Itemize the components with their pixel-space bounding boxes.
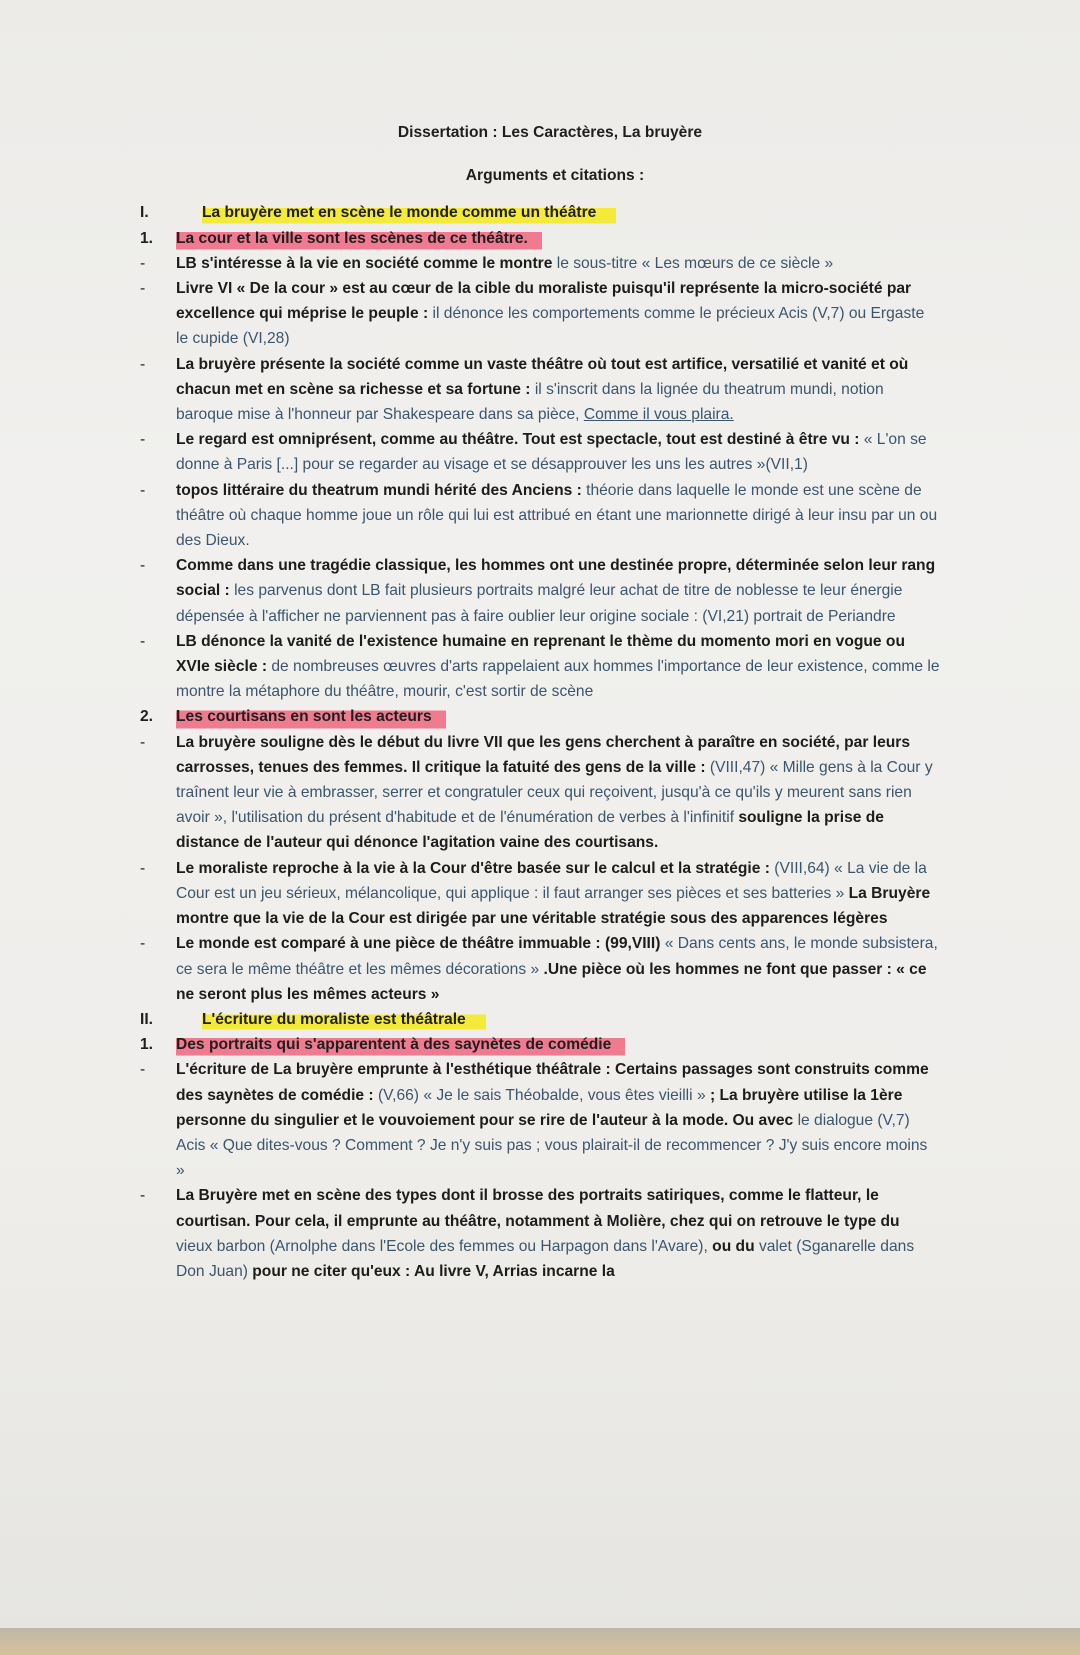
section-heading — [140, 226, 940, 251]
bullet-dash: - — [140, 355, 146, 373]
citation-text: (V,66) « Je le sais Théobalde, vous êtes vieilli » — [377, 1086, 710, 1104]
part-title: La bruyère met en scène le monde comme un théâtre — [202, 200, 616, 225]
list-item — [140, 251, 940, 276]
list-item — [140, 629, 940, 705]
citation-text: « Dans cents ans, le monde subsistera, ce sera le même théâtre et les mêmes décorations » — [176, 935, 938, 978]
list-item — [140, 553, 940, 629]
bullet-dash: - — [140, 859, 146, 877]
list-item — [140, 352, 940, 428]
section-title: Les courtisans en sont les acteurs — [176, 704, 446, 729]
bullet-dash: - — [140, 557, 146, 575]
argument-text: L'écriture de La bruyère emprunte à l'esthétique théâtrale : Certains passages sont construits comme des saynètes de comédie : — [176, 1061, 929, 1104]
bullet-dash: - — [140, 1187, 146, 1205]
argument-text: ; La bruyère utilise la 1ère personne du singulier et le vouvoiement pour se rire de l'auteur à la mode. Ou avec — [176, 1086, 903, 1129]
list-item — [140, 276, 940, 352]
citation-text: le dialogue (V,7) Acis « Que dites-vous ? Comment ? Je n'y suis pas ; vous plairait-il de recommencer ? J'y suis encore moins » — [176, 1111, 928, 1180]
argument-text: La bruyère souligne dès le début du livre VII que les gens cherchent à paraître en société, par leurs carrosses, tenues des femmes. Il critique la fatuité des gens de la ville : — [176, 733, 911, 776]
bullet-dash: - — [140, 280, 146, 298]
bullet-dash: - — [140, 481, 146, 499]
bullet-dash: - — [140, 431, 146, 449]
part-heading — [140, 1007, 940, 1032]
work-title: Comme il vous plaira. — [583, 406, 734, 424]
argument-text: Le monde est comparé à une pièce de théâtre immuable : (99,VIII) — [176, 935, 665, 953]
citation-text: il dénonce les comportements comme le précieux Acis (V,7) ou Ergaste le cupide (VI,28) — [176, 305, 925, 348]
list-item — [140, 1057, 940, 1183]
list-item — [140, 856, 940, 932]
citation-text: (VIII,47) « Mille gens à la Cour y traînent leur vie à embrasser, serrer et congratuler ceux qui reçoivent, jusqu'à ce qu'ils y meurent sans rien avoir », l'utilisation du présent d'habitude et de l'énumération de verbes à l'infinitif — [176, 758, 933, 827]
bullet-dash: - — [140, 935, 146, 953]
argument-text: La bruyère présente la société comme un vaste théâtre où tout est artifice, versatilié et vanité et où chacun met en scène sa richesse et sa fortune : — [176, 355, 909, 398]
bullet-dash: - — [140, 632, 146, 650]
argument-text: La Bruyère met en scène des types dont il brosse des portraits satiriques, comme le flatteur, le courtisan. Pour cela, il emprunte au théâtre, notamment à Molière, chez qui on retrouve le type du — [176, 1187, 900, 1230]
bullet-dash: - — [140, 254, 146, 272]
list-item — [140, 931, 940, 1007]
document-title: Dissertation : Les Caractères, La bruyère — [397, 124, 703, 141]
part-title: L'écriture du moraliste est théâtrale — [202, 1007, 486, 1032]
bullet-dash: - — [140, 733, 146, 751]
part-heading — [140, 200, 940, 225]
argument-text: Le moraliste reproche à la vie à la Cour d'être basée sur le calcul et la stratégie : — [176, 859, 775, 877]
section-title: La cour et la ville sont les scènes de ce théâtre. — [176, 226, 542, 251]
citation-text: de nombreuses œuvres d'arts rappelaient aux hommes l'importance de leur existence, comme le montre la métaphore du théâtre, mourir, c'est sortir de scène — [176, 658, 940, 701]
list-item — [140, 1183, 940, 1284]
citation-text: les parvenus dont LB fait plusieurs portraits malgré leur achat de titre de noblesse te leur énergie dépensée à l'afficher ne parviennent pas à faire oublier leur origine sociale : (VI,21) portrait de Periandre — [176, 582, 903, 625]
citation-text: vieux barbon (Arnolphe dans l'Ecole des femmes ou Harpagon dans l'Avare), — [176, 1237, 713, 1255]
section-number: 2. — [140, 708, 154, 726]
argument-text: ou du — [712, 1237, 759, 1255]
citation-text: « L'on se donne à Paris [...] pour se regarder au visage et se désapprouver les uns les autres »(VII,1) — [176, 431, 927, 474]
citation-text: théorie dans laquelle le monde est une scène de théâtre où chaque homme joue un rôle qui lui est attribué en étant une marionnette dirigé à leur insu par un ou des Dieux. — [176, 481, 938, 550]
argument-text: pour ne citer qu'eux : Au livre V, Arrias incarne la — [252, 1262, 615, 1280]
list-item — [140, 478, 940, 554]
argument-text: Comme dans une tragédie classique, les hommes ont une destinée propre, déterminée selon leur rang social : — [176, 557, 936, 600]
argument-text: .Une pièce où les hommes ne font que passer : « ce ne seront plus les mêmes acteurs » — [176, 960, 927, 1003]
argument-text: souligne la prise de distance de l'auteur qui dénonce l'agitation vaine des courtisans. — [176, 809, 884, 852]
section-number: 1. — [140, 229, 154, 247]
part-number: II. — [140, 1010, 153, 1028]
argument-text: Le regard est omniprésent, comme au théâtre. Tout est spectacle, tout est destiné à être vu : — [176, 431, 864, 449]
bullet-dash: - — [140, 1061, 146, 1079]
argument-text: Livre VI « De la cour » est au cœur de la cible du moraliste puisqu'il représente la micro-société par excellence qui méprise le peuple : — [176, 280, 912, 323]
argument-text: La Bruyère montre que la vie de la Cour est dirigée par une véritable stratégie sous des apparences légères — [176, 884, 931, 928]
citation-text: (VIII,64) « La vie de la Cour est un jeu sérieux, mélancolique, qui applique : il faut arranger ses pièces et ses batteries » — [176, 859, 927, 902]
citation-text: valet (Sganarelle dans Don Juan) — [176, 1237, 915, 1280]
part-number: I. — [140, 204, 149, 222]
document-body — [140, 120, 940, 1284]
section-number: 1. — [140, 1036, 154, 1054]
argument-text: LB dénonce la vanité de l'existence humaine en reprenant le thème du momento mori en vogue ou XVIe siècle : — [176, 632, 905, 676]
section-heading — [140, 1032, 940, 1057]
citation-text: le sous-titre « Les mœurs de ce siècle » — [556, 254, 834, 272]
section-heading — [140, 704, 940, 729]
citation-text: il s'inscrit dans la lignée du theatrum mundi, notion baroque mise à l'honneur par Shakespeare dans sa pièce, — [176, 380, 884, 424]
list-item — [140, 730, 940, 856]
table-edge — [0, 1628, 1080, 1655]
argument-text: LB s'intéresse à la vie en société comme le montre — [176, 254, 557, 272]
list-item — [140, 427, 940, 477]
document-subtitle: Arguments et citations : — [465, 167, 645, 185]
section-title: Des portraits qui s'apparentent à des saynètes de comédie — [176, 1032, 625, 1057]
argument-text: topos littéraire du theatrum mundi hérité des Anciens : — [176, 481, 587, 499]
